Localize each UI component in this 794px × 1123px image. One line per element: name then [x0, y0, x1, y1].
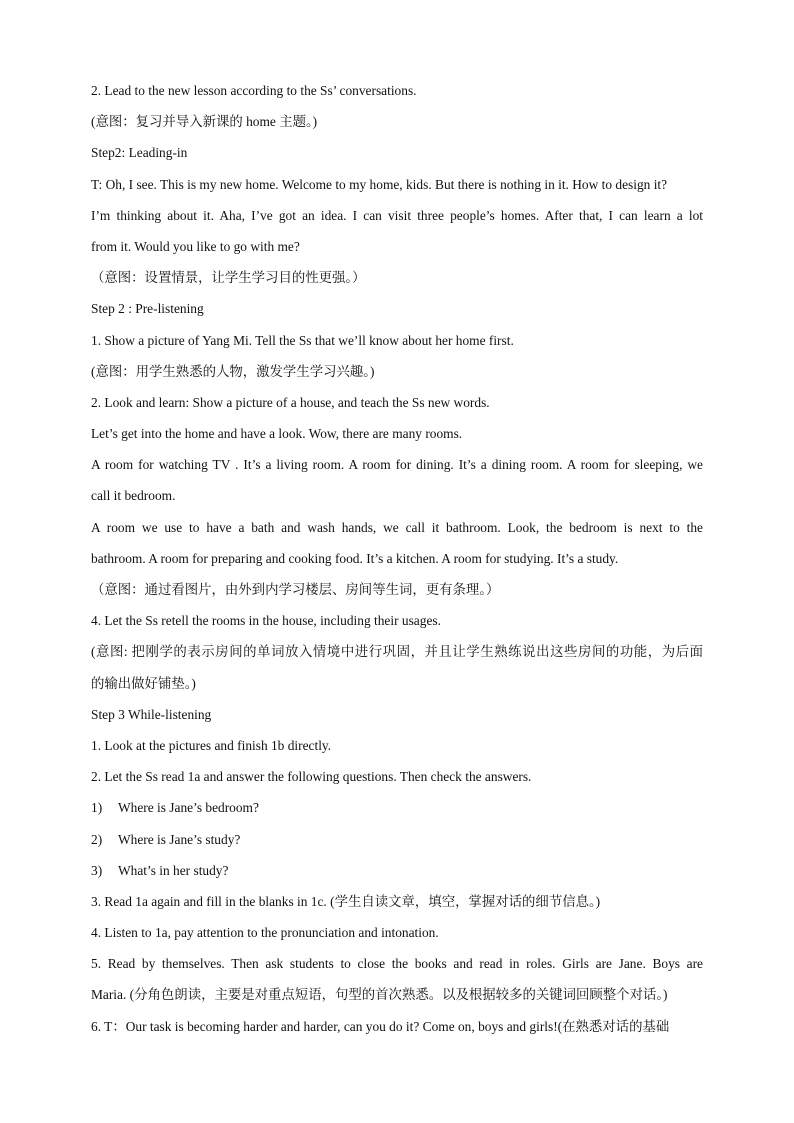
text-line: Maria. (分角色朗读，主要是对重点短语，句型的首次熟悉。以及根据较多的关键词回顾整个对话。) — [91, 987, 668, 1003]
text-line: 2. Let the Ss read 1a and answer the following questions. Then check the answers. — [91, 769, 532, 785]
text-line: call it bedroom. — [91, 488, 176, 504]
question-number: 1) — [91, 800, 103, 816]
text-line: Step 3 While-listening — [91, 706, 212, 722]
text-line: (意图：用学生熟悉的人物，激发学生学习兴趣。) — [91, 363, 375, 379]
text-line: 5. Read by themselves. Then ask students to close the books and read in roles. Girls are Jane. Boys are — [91, 956, 703, 972]
text-line: T: Oh, I see. This is my new home. Welcome to my home, kids. But there is nothing in it. How to design it? — [91, 176, 668, 192]
text-line: Step 2 : Pre-listening — [91, 301, 204, 317]
question-text: What’s in her study? — [118, 862, 229, 878]
question-text: Where is Jane’s study? — [118, 831, 241, 847]
text-line: from it. Would you like to go with me? — [91, 238, 300, 254]
text-line: 的输出做好铺垫。) — [91, 675, 196, 691]
text-line: 2. Lead to the new lesson according to the Ss’ conversations. — [91, 83, 417, 98]
question-item — [91, 859, 703, 890]
question-item — [91, 828, 703, 859]
text-line: （意图：设置情景，让学生学习目的性更强。） — [91, 270, 366, 286]
text-line: A room we use to have a bath and wash hands, we call it bathroom. Look, the bedroom is next to the — [91, 519, 703, 535]
text-line: 4. Listen to 1a, pay attention to the pronunciation and intonation. — [91, 925, 439, 941]
question-item — [91, 796, 703, 827]
text-line: (意图：复习并导入新课的 home 主题。) — [91, 114, 318, 130]
page-content — [91, 79, 703, 1046]
text-line: 2. Look and learn: Show a picture of a house, and teach the Ss new words. — [91, 394, 490, 410]
text-line: 1. Show a picture of Yang Mi. Tell the Ss that we’ll know about her home first. — [91, 332, 514, 348]
text-line: Step2: Leading-in — [91, 145, 188, 161]
text-line: 6. T：Our task is becoming harder and harder, can you do it? Come on, boys and girls!(在熟悉对话的基础 — [91, 1018, 670, 1034]
text-line: 1. Look at the pictures and finish 1b directly. — [91, 737, 332, 753]
text-line: 4. Let the Ss retell the rooms in the house, including their usages. — [91, 613, 441, 629]
text-line: A room for watching TV . It’s a living room. A room for dining. It’s a dining room. A room for sleeping, we — [91, 457, 703, 473]
question-number: 3) — [91, 862, 103, 878]
text-line: I’m thinking about it. Aha, I’ve got an idea. I can visit three people’s homes. After that, I can learn a lot — [91, 207, 703, 223]
text-line: Let’s get into the home and have a look. Wow, there are many rooms. — [91, 426, 463, 442]
text-line: (意图: 把刚学的表示房间的单词放入情境中进行巩固，并且让学生熟练说出这些房间的功能，为后面 — [91, 644, 703, 660]
text-line: bathroom. A room for preparing and cooking food. It’s a kitchen. A room for studying. It’s a study. — [91, 550, 619, 566]
question-number: 2) — [91, 831, 103, 847]
question-text: Where is Jane’s bedroom? — [118, 800, 259, 816]
text-line: 3. Read 1a again and fill in the blanks in 1c. (学生自读文章，填空，掌握对话的细节信息。) — [91, 893, 601, 909]
text-line: （意图：通过看图片，由外到内学习楼层、房间等生词，更有条理。） — [91, 582, 500, 597]
